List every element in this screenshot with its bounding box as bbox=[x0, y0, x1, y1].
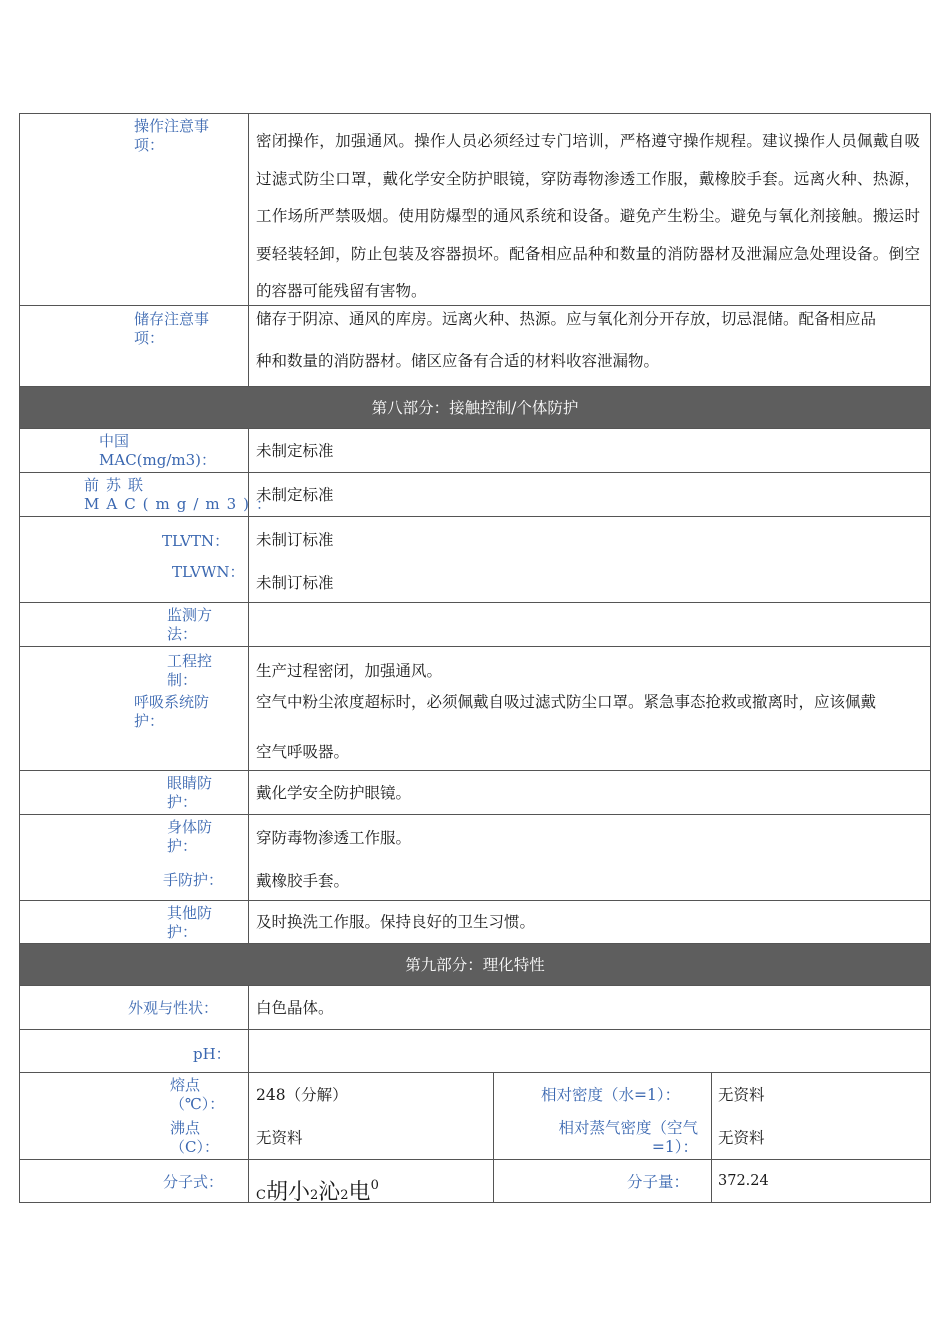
tlvwn-value: 未制订标准 bbox=[256, 574, 334, 592]
appearance-label: 外观与性状： bbox=[128, 999, 219, 1017]
engineering-value: 生产过程密闭，加强通风。 bbox=[256, 662, 443, 680]
melting-value: 248（分解） bbox=[256, 1086, 348, 1104]
ussr-mac-value: 未制定标准 bbox=[256, 486, 334, 504]
rel-density-label: 相对密度（水=1）： bbox=[541, 1086, 681, 1104]
row-ussr-mac bbox=[19, 473, 931, 517]
column-divider bbox=[711, 1160, 712, 1202]
vapor-density-label: 相对蒸气密度（空气=1）： bbox=[558, 1119, 698, 1156]
ussr-mac-label: 前苏联MAC(mg/m3)： bbox=[84, 476, 279, 513]
other-label: 其他防护： bbox=[167, 904, 213, 941]
row-melting-boiling bbox=[19, 1073, 931, 1160]
column-divider bbox=[493, 1160, 494, 1202]
row-china-mac bbox=[19, 429, 931, 473]
row-operation bbox=[19, 113, 931, 306]
china-mac-label: 中国MAC(mg/m3)： bbox=[99, 432, 217, 469]
storage-label: 储存注意事项： bbox=[134, 310, 210, 347]
boiling-label: 沸点（C）： bbox=[170, 1119, 219, 1156]
body-label: 身体防护： bbox=[167, 818, 213, 855]
respiratory-value-2: 空气呼吸器。 bbox=[256, 743, 350, 761]
section-title-part8: 第八部分：接触控制/个体防护 bbox=[19, 387, 931, 429]
operation-text: 密闭操作，加强通风。操作人员必须经过专门培训，严格遵守操作规程。建议操作人员佩戴自吸过滤式防尘口罩，戴化学安全防护眼镜，穿防毒物渗透工作服，戴橡胶手套。远离火种、热源，工作场所严禁吸烟。使用防爆型的通风系统和设备。避免产生粉尘。避免与氧化剂接触。搬运时要轻装轻卸，防止包装及容器损坏。配备相应品种和数量的消防器材及泄漏应急处理设备。倒空的容器可能残留有害物。 bbox=[256, 132, 920, 300]
china-mac-value: 未制定标准 bbox=[256, 442, 334, 460]
body-value: 穿防毒物渗透工作服。 bbox=[256, 829, 412, 847]
engineering-label: 工程控制： bbox=[167, 652, 213, 689]
row-appearance bbox=[19, 986, 931, 1030]
tlvtn-label: TLVTN： bbox=[162, 532, 230, 550]
section-title-part9: 第九部分：理化特性 bbox=[19, 944, 931, 986]
msds-table bbox=[19, 113, 931, 1203]
monitoring-label: 监测方法： bbox=[167, 606, 213, 643]
storage-text-1: 储存于阴凉、通风的库房。远离火种、热源。应与氧化剂分开存放，切忌混储。配备相应品 bbox=[256, 310, 877, 328]
eye-label: 眼睛防护： bbox=[167, 774, 213, 811]
mw-label: 分子量： bbox=[627, 1173, 690, 1191]
rel-density-value: 无资料 bbox=[718, 1086, 765, 1104]
row-eye bbox=[19, 771, 931, 815]
row-ph bbox=[19, 1030, 931, 1073]
row-other bbox=[19, 901, 931, 944]
boiling-value: 无资料 bbox=[256, 1129, 303, 1147]
respiratory-value-1: 空气中粉尘浓度超标时，必须佩戴自吸过滤式防尘口罩。紧急事态抢救或撤离时，应该佩戴 bbox=[256, 693, 877, 711]
label-cell bbox=[20, 114, 249, 305]
row-storage bbox=[19, 306, 931, 387]
row-monitoring bbox=[19, 603, 931, 647]
ph-label: pH： bbox=[193, 1045, 231, 1063]
formula-label: 分子式： bbox=[163, 1173, 224, 1191]
tlvwn-label: TLVWN： bbox=[172, 563, 245, 581]
row-body-hand bbox=[19, 815, 931, 901]
hand-label: 手防护： bbox=[163, 871, 224, 889]
eye-value: 戴化学安全防护眼镜。 bbox=[256, 784, 412, 802]
hand-value: 戴橡胶手套。 bbox=[256, 872, 350, 890]
mw-value: 372.24 bbox=[718, 1173, 769, 1189]
value-cell bbox=[249, 114, 930, 305]
column-divider bbox=[493, 1073, 494, 1159]
column-divider bbox=[711, 1073, 712, 1159]
operation-label: 操作注意事项： bbox=[134, 117, 210, 154]
row-formula bbox=[19, 1160, 931, 1203]
other-value: 及时换洗工作服。保持良好的卫生习惯。 bbox=[256, 913, 536, 931]
vapor-density-value: 无资料 bbox=[718, 1129, 765, 1147]
appearance-value: 白色晶体。 bbox=[256, 999, 334, 1017]
storage-text-2: 种和数量的消防器材。储区应备有合适的材料收容泄漏物。 bbox=[256, 352, 660, 370]
respiratory-label: 呼吸系统防护： bbox=[134, 693, 210, 730]
melting-label: 熔点（℃）： bbox=[170, 1076, 225, 1113]
tlvtn-value: 未制订标准 bbox=[256, 531, 334, 549]
row-engineering-respiratory bbox=[19, 647, 931, 771]
row-tlv bbox=[19, 517, 931, 603]
molecular-formula: C胡小2沁2电$^0$ bbox=[256, 1178, 379, 1205]
